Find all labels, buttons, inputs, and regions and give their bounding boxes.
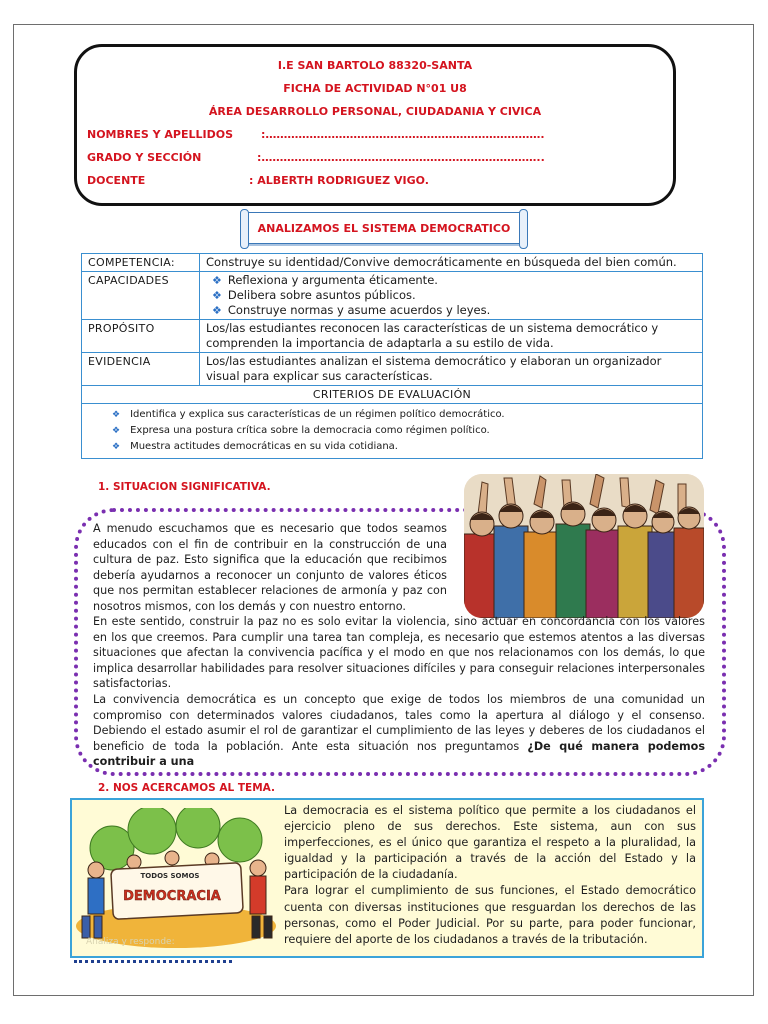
criterios-list [82,404,703,459]
proposito-label: PROPÓSITO [82,320,200,353]
banner-small-text: TODOS SOMOS [140,872,200,880]
competency-table [81,253,703,459]
topic-paragraph-1: La democracia es el sistema político que permite a los ciudadanos el ejercicio pleno de sus derechos. Este sistema, aun con sus imperfecciones, es el único que garantiza el respeto a la pluralidad, la igualdad y la participación a través de la acción del Estado y la participación de la ciudadanía. [284,804,696,882]
teacher-label: DOCENTE [87,174,146,187]
topic-text [284,803,696,948]
table-row [82,353,703,386]
names-row [87,128,545,141]
criterios-label: CRITERIOS DE EVALUACIÓN [82,386,703,404]
list-item: ❖ Muestra actitudes democráticas en su vida cotidiana. [88,439,696,455]
list-item: ❖ Construye normas y asume acuerdos y leyes. [212,303,491,317]
situation-paragraph-2: En este sentido, construir la paz no es solo evitar la violencia, sino actuar en concordancia con los valores en los que creemos. Para cumplir una tarea tan compleja, es necesario que estemos atentos a las diversas situaciones que afectan la convivencia pacífica y el modo en que nos relacionamos con los demás, lo que implica desarrollar habilidades para resolver situaciones difíciles y para conseguir relaciones interpersonales satisfactorias. [93,615,705,690]
diamond-bullet-icon: ❖ [212,274,222,287]
crowd-raising-hands-image [464,474,704,618]
proposito-value: Los/las estudiantes reconocen las características de un sistema democrático y comprenden la importancia de adaptarla a su estilo de vida. [200,320,703,353]
faint-instruction-text: Analiza y responde: [86,937,175,947]
dotted-divider [74,960,232,963]
grade-row [87,151,545,164]
competencia-label: COMPETENCIA: [82,254,200,272]
diamond-bullet-icon: ❖ [112,442,121,452]
section-2-title: 2. NOS ACERCAMOS AL TEMA. [98,782,275,794]
diamond-bullet-icon: ❖ [112,410,121,420]
table-row [82,404,703,459]
teacher-row [87,174,429,187]
situation-paragraph-1: A menudo escuchamos que es necesario que todos seamos educados con el fin de contribuir en la construcción de una cultura de paz. Esto significa que la educación que recibimos debería ayudarnos a reconocer un conjunto de valores éticos que nos permitan establecer relaciones de armonía y paz con nosotros mismos, con los demás y con nuestro entorno. [93,522,447,613]
evidencia-value: Los/las estudiantes analizan el sistema democrático y elaboran un organizador visual para explicar sus características. [200,353,703,386]
activity-number: FICHA DE ACTIVIDAD N°01 U8 [283,82,467,95]
table-row [82,320,703,353]
header-box [74,44,676,206]
situation-paragraph-3: La convivencia democrática es un concepto que exige de todos los miembros de una comunidad un compromiso con determinados valores ciudadanos, tales como la apertura al diálogo y el consenso. Debiendo el estado asumir el rol de garantizar el cumplimiento de las leyes y deberes de los ciudadanos el beneficio de toda la población. Ante esta situación nos preguntamos ¿De qué manera podemos contribuir a una [93,693,705,768]
capacidades-label: CAPACIDADES [82,272,200,320]
list-item: ❖ Reflexiona y argumenta éticamente. [212,273,438,287]
evidencia-label: EVIDENCIA [82,353,200,386]
diamond-bullet-icon: ❖ [112,426,121,436]
competencia-value: Construye su identidad/Convive democráticamente en búsqueda del bien común. [200,254,703,272]
grade-label: GRADO Y SECCIÓN [87,151,202,164]
subject-area: ÁREA DESARROLLO PERSONAL, CIUDADANIA Y CIVICA [208,105,542,118]
banner-big-text: DEMOCRACIA [123,889,221,904]
grade-field[interactable]: :………………………………………………………………….. [257,151,545,164]
list-item: ❖ Identifica y explica sus características de un régimen político democrático. [88,407,696,423]
names-field[interactable]: :…………………………………………………………………. [261,128,545,141]
title-banner [244,212,524,244]
table-row [82,386,703,404]
names-label: NOMBRES Y APELLIDOS [87,128,234,141]
democracy-kids-banner-image [72,808,280,953]
topic-paragraph-2: Para lograr el cumplimiento de sus funciones, el Estado democrático cuenta con diversas instituciones que resguardan los derechos de las personas, como el Poder Judicial. Por su parte, para poder funcionar, requiere del aporte de los ciudadanos a través de la tributación. [284,884,696,946]
list-item: ❖ Expresa una postura crítica sobre la democracia como régimen político. [88,423,696,439]
list-item: ❖ Delibera sobre asuntos públicos. [212,288,416,302]
school-name: I.E SAN BARTOLO 88320-SANTA [277,59,473,72]
diamond-bullet-icon: ❖ [212,289,222,302]
table-row [82,272,703,320]
table-row [82,254,703,272]
guiding-question: ¿De qué manera podemos contribuir a una [93,739,705,768]
capacidades-list [200,272,703,320]
teacher-value: : ALBERTH RODRIGUEZ VIGO. [249,174,429,187]
section-1-title: 1. SITUACION SIGNIFICATIVA. [98,481,271,493]
banner-title: ANALIZAMOS EL SISTEMA DEMOCRATICO [257,221,511,235]
diamond-bullet-icon: ❖ [212,304,222,317]
